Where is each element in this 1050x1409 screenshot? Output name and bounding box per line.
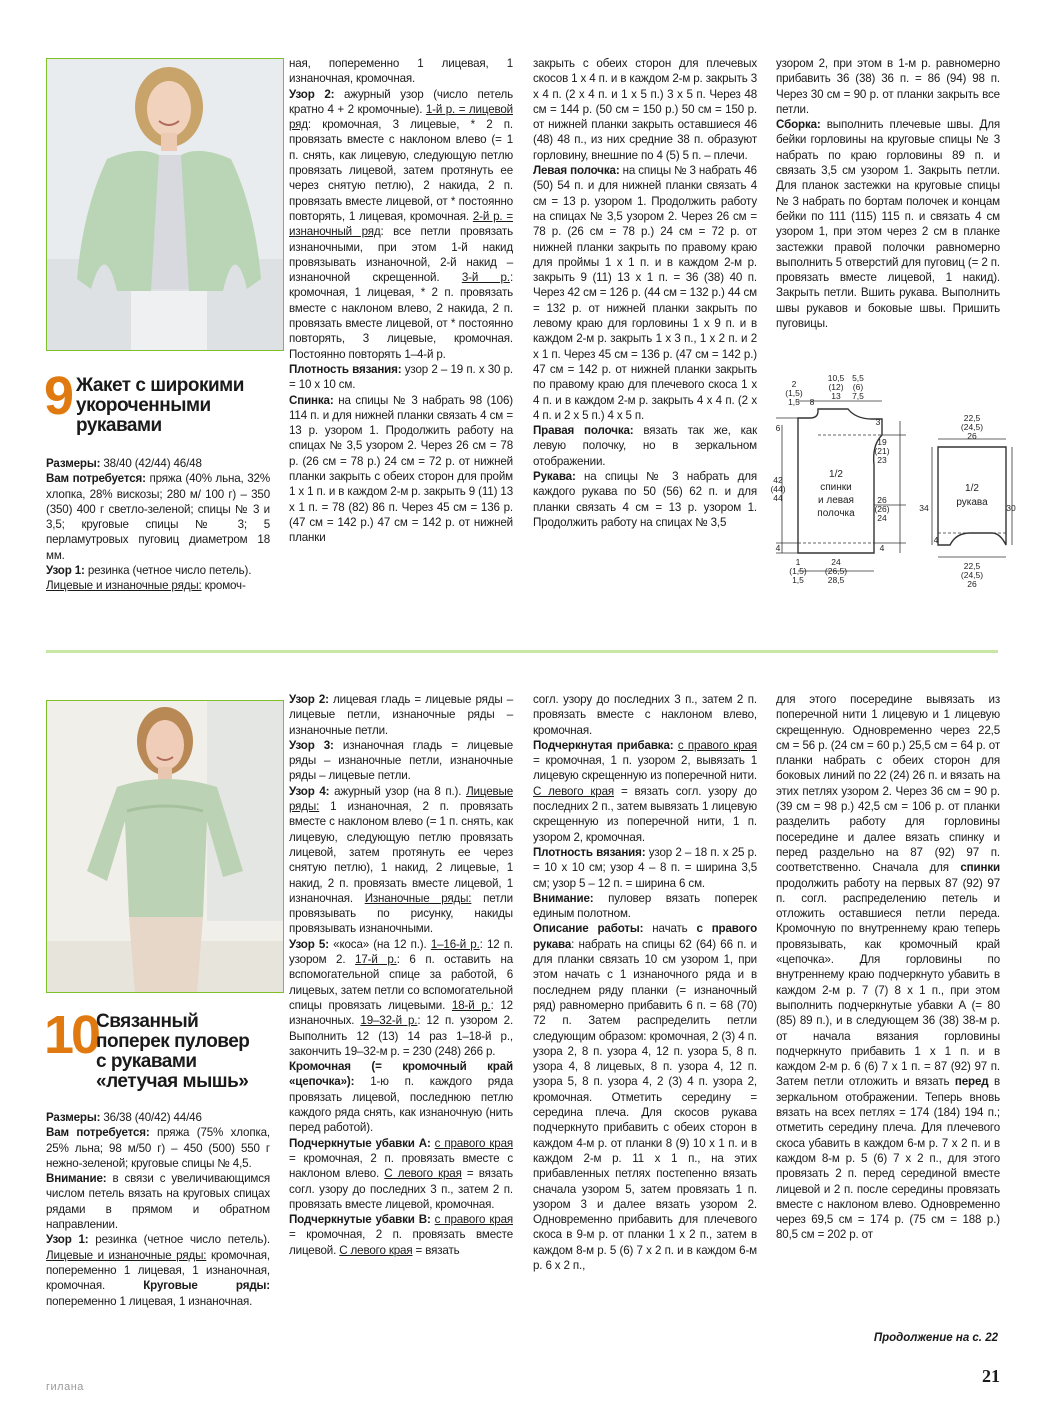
pattern10-col4: для этого посередине вывязать из поперечной нити 1 лицевую и 1 лицевую скрещенную. Одновременно через 22,5 см = 56 р. (24 см = 60 р.) 25,5 см = 64 р. от планки набрать с обеих сторон для боковых линий по 22 (24) 26 п. и вязать на этих петлях узором 2. Через 36 см = 90 р. (39 см = 98 р.) 42,5 см = 106 р. от планки разделить работу для горловины посередине и далее вязать спинку и перед раздельно на 87 (92) 97 п. соответственно. Сначала для спинки продолжить работу на первых 87 (92) 97 п. согл. распределению петель и отложить оставшиеся петли переда. Кромочную по внутреннему краю теперь провязывать, как кромочный край «цепочка». Для горловины по внутреннему краю подчеркнуто убавить в каждом 2-м р. 7 (7) 8 х 1 п., при этом выполнить подчеркнутые убавки А (= 80 (85) 89 п.), и в следующем 36 (38) 38-м р. от начала вязания горловины подчеркнуто прибавить 1 х 1 п. и в каждом 2-м р. 6 (6) 7 х 1 п. = 87 (92) 97 п. Затем петли отложить и вязать перед в зеркальном отображении. Теперь вновь вязать на всех петлях = 174 (184) 194 п.; отметить середину плеча. Для плечевого скоса убавить в каждом 6-м р. 7 х 2 п. и в каждом 8-м р. 5 (6) 7 х 2 п., для этого провязать 2 п. перед серединой вместе лицевой и 2 п. после середины провязать вместе с наклоном влево. Одновременно через 69,5 см = 174 р. (75 см = 188 р.) 80,5 см = 202 р. от — [776, 693, 1000, 1242]
svg-text:(12): (12) — [828, 382, 844, 392]
svg-text:22,5: 22,5 — [963, 413, 981, 423]
svg-text:(26,5): (26,5) — [824, 566, 848, 576]
svg-text:(1,5): (1,5) — [785, 388, 803, 398]
pattern10-number: 10 — [44, 1005, 99, 1065]
pattern10-col1: Размеры: 36/38 (40/42) 44/46 Вам потребуется: пряжа (75% хлопка, 25% льна; 98 м/50 г) – 450 (500) 550 г нежно-зеленой; круговые спицы № 4,5. Внимание: в связи с увеличивающимся числом петель вязать на круговых спицах рядами в прямом и обратном направлении. Узор 1: резинка (четное число петель). Лицевые и изнаночные ряды: кромочная, попеременно 1 лицевая, 1 изнаночная, кромочная. Круговые ряды: попеременно 1 лицевая, 1 изнаночная. — [46, 1111, 270, 1308]
svg-text:6: 6 — [775, 423, 781, 433]
svg-text:1: 1 — [795, 557, 801, 567]
svg-text:22,5: 22,5 — [963, 561, 981, 571]
svg-text:28,5: 28,5 — [827, 575, 845, 585]
pattern9-col2: ная, попеременно 1 лицевая, 1 изнаночная, кромочная. Узор 2: ажурный узор (число петель кратно 4 + 2 кромочные). 1-й р. = лицевой ряд: кромочная, 3 лицевые, * 2 п. провязать вместе с наклоном влево (= 1 п. снять, как лицевую, следующую петлю провязать лицевой, затем протянуть ее через снятую петлю), 2 накида, 2 п. провязать вместе лицевой, от * постоянно повторять, 1 лицевая, кромочная. 2-й р. = изнаночный ряд: все петли провязать изнаночными, при этом 1-й накид провязывать изнаночной, 2-й накид – изнаночной скрещенной. 3-й р.: кромочная, 1 лицевая, * 2 п. провязать вместе с наклоном влево, 2 накида, 2 п. провязать вместе лицевой, от * постоянно повторять, 3 лицевые, кромочная. Постоянно повторять 1–4-й р. Плотность вязания: узор 2 – 19 п. х 30 р. = 10 х 10 см. Спинка: на спицы № 3 набрать 98 (106) 114 п. и для нижней планки связать 4 см = 13 р. узором 1. Продолжить работу на спицах № 3,5 узором 2. Через 26 см = 78 р. (26 см = 78 р.) 24 см = 72 р. от нижней планки закрыть с обеих сторон для пройм 1 х 1 п. и в каждом 2-м р. закрыть 9 (11) 13 х 1 п. = 78 (82) 86 п. Через 45 см = 136 р. (47 см = 142 р.) 47 см = 142 р. от нижней планки — [289, 57, 514, 545]
svg-text:26: 26 — [877, 495, 887, 505]
svg-text:(1,5): (1,5) — [789, 566, 807, 576]
svg-text:1,5: 1,5 — [788, 397, 800, 407]
svg-text:(26): (26) — [874, 504, 890, 514]
svg-text:(24,5): (24,5) — [960, 422, 984, 432]
svg-text:2: 2 — [791, 379, 797, 389]
svg-text:24: 24 — [877, 513, 887, 523]
page-number: 21 — [982, 1366, 1000, 1386]
woman-in-pullover-image — [47, 701, 284, 993]
svg-text:4: 4 — [879, 543, 885, 553]
svg-text:44: 44 — [773, 493, 783, 503]
svg-text:1/2: 1/2 — [965, 483, 979, 494]
pattern9-col4: узором 2, при этом в 1-м р. равномерно прибавить 36 (38) 36 п. = 86 (94) 98 п. Через 30 см = 90 р. от планки закрыть все петли. Сборка: выполнить плечевые швы. Для бейки горловины на круговые спицы № 3 набрать по краю горловины 89 п. и связать 3,5 см узором 1. Закрыть петли. Для планок застежки на круговые спицы № 3 набрать по бортам полочек и концам бейки по 111 (115) 115 п. и связать 4 см узором 1, при этом через 2 см в планке застежки правой полочки равномерно выполнить 5 отверстий для пуговиц (= 2 п. провязать вместе лицевой, 1 накид). Закрыть петли. Вшить рукава. Выполнить швы рукавов и боковые швы. Пришить пуговицы. — [776, 57, 1000, 331]
svg-text:3: 3 — [875, 417, 881, 427]
svg-text:4: 4 — [933, 535, 939, 545]
svg-text:34: 34 — [919, 503, 929, 513]
svg-text:19: 19 — [877, 437, 887, 447]
brand-footer: гилана — [46, 1381, 84, 1393]
svg-text:спинки: спинки — [820, 482, 852, 493]
pattern1-rows: Лицевые и изнаночные ряды: кромоч- — [46, 579, 246, 593]
section-separator — [46, 650, 998, 653]
pattern9-title: Жакет с широкими укороченными рукавами — [76, 375, 244, 436]
svg-text:42: 42 — [773, 475, 783, 485]
woman-in-cardigan-image — [47, 59, 284, 351]
svg-text:(24,5): (24,5) — [960, 570, 984, 580]
svg-text:4: 4 — [775, 543, 781, 553]
svg-text:(44): (44) — [770, 484, 786, 494]
svg-text:(6): (6) — [852, 382, 864, 392]
svg-text:7,5: 7,5 — [852, 391, 864, 401]
pattern9-schematic — [760, 365, 1020, 605]
pattern10-title: Связанный поперек пуловер с рукавами «летучая мышь» — [96, 1011, 250, 1092]
svg-text:полочка: полочка — [817, 508, 855, 519]
continued-note: Продолжение на с. 22 — [873, 1332, 998, 1344]
svg-text:5,5: 5,5 — [852, 373, 864, 383]
svg-text:30: 30 — [1006, 503, 1016, 513]
svg-text:рукава: рукава — [956, 497, 988, 508]
svg-text:и левая: и левая — [818, 495, 854, 506]
pattern9-photo — [46, 58, 284, 351]
pattern10-col3: согл. узору до последних 3 п., затем 2 п. провязать вместе с наклоном влево, кромочная. Подчеркнутая прибавка: с правого края = кромочная, 1 п. узором 2, вывязать 1 лицевую скрещенную из поперечной нити. С левого края = вязать согл. узору до последних 2 п., затем вывязать 1 лицевую скрещенную из поперечной нити, 1 п. узором 2, кромочная. Плотность вязания: узор 2 – 18 п. х 25 р. = 10 х 10 см; узор 4 – 8 п. = ширина 3,5 см; узор 5 – 12 п. = ширина 6 см. Внимание: пуловер вязать поперек единым полотном. Описание работы: начать с правого рукава: набрать на спицы 62 (64) 66 п. и для планки связать 10 см узором 1, при этом начать с 1 изнаночного ряда и в последнем ряду планки (= изнаночный ряд) равномерно прибавить 6 п. = 68 (70) 72 п. Затем распределить петли следующим образом: кромочная, 2 (3) 4 п. узора 2, 8 п. узора 4, 12 п. узора 5, 8 п. узора 4, 8 лицевых, 8 п. узора 4, 12 п. узора 5, 8 п. узора 4, 2 (3) 4 п. узора 2, кромочная. Отметить середину = середина плеча. Для скосов рукава подчеркнуто прибавить с обеих сторон в каждом 4-м р. от планки 8 (9) 10 х 1 п. и в каждом 2-м р. 11 х 1 п., на этих прибавленных петлях постепенно вязать сначала узором 5, затем провязать 1 п. узором 3 и далее вязать узором 2. Одновременно прибавить для плечевого скоса в 9-м р. от планки 1 х 2 п., затем в каждом 8-м р. 5 (6) 7 х 2 п. и в каждом 6-м р. 6 х 2 п., — [533, 693, 757, 1272]
svg-text:26: 26 — [967, 579, 977, 589]
pattern10-col2: Узор 2: лицевая гладь = лицевые ряды – лицевые петли, изнаночные ряды – изнаночные петли. Узор 3: изнаночная гладь = лицевые ряды – изнаночные петли, изнаночные ряды – лицевые петли. Узор 4: ажурный узор (на 8 п.). Лицевые ряды: 1 изнаночная, 2 п. провязать вместе с наклоном влево (= 1 п. снять, как лицевую, следующую петлю провязать лицевой, затем протянуть ее через снятую петлю), 1 накид, 2 лицевые, 1 накид, 2 п. провязать вместе лицевой, 1 изнаночная. Изнаночные ряды: петли провязывать по рисунку, накиды провязывать изнаночными. Узор 5: «коса» (на 12 п.). 1–16-й р.: 12 п. узором 2. 17-й р.: 6 п. оставить на вспомогательной спице за работой, 6 лицевых, затем петли со вспомогательной спицы провязать лицевыми. 18-й р.: 12 изнаночных. 19–32-й р.: 12 п. узором 2. Выполнить 12 (13) 14 раз 1–18-й р., закончить 19–32-м р. = 230 (248) 266 р. Кромочная (= кромочный край «цепочка»): 1-ю п. каждого ряда провязать лицевой, последнюю петлю каждого ряда снять, как изнаночную (нить перед работой). Подчеркнутые убавки А: с правого края = кромочная, 2 п. провязать вместе с наклоном влево. С левого края = вязать согл. узору до последних 3 п., затем 2 п. провязать вместе лицевой, кромочная. Подчеркнутые убавки В: с правого края = кромочная, 2 п. провязать вместе лицевой. С левого края = вязать — [289, 693, 514, 1257]
pattern9-number: 9 — [44, 366, 72, 426]
svg-text:8: 8 — [809, 397, 815, 407]
svg-text:24: 24 — [831, 557, 841, 567]
sizes: Размеры: 38/40 (42/44) 46/48 — [46, 457, 202, 470]
pattern9-col1 — [46, 456, 270, 594]
svg-text:26: 26 — [967, 431, 977, 441]
svg-text:23: 23 — [877, 455, 887, 465]
svg-text:1,5: 1,5 — [792, 575, 804, 585]
svg-text:1/2: 1/2 — [829, 469, 843, 480]
pattern10-photo — [46, 700, 284, 993]
svg-text:13: 13 — [831, 391, 841, 401]
pattern1: Узор 1: резинка (четное число петель). — [46, 564, 252, 578]
pattern9-col3: закрыть с обеих сторон для плечевых скосов 1 х 4 п. и в каждом 2-м р. закрыть 3 х 4 п. (2 х 4 п. и 1 х 5 п.) 3 х 5 п. Через 48 см = 144 р. (50 см = 150 р.) 50 см = 150 р. от нижней планки закрыть оставшиеся 46 (48) 48 п., из них средние 38 п. образуют горловину, внешние по 4 (5) 5 п. – плечи. Левая полочка: на спицы № 3 набрать 46 (50) 54 п. и для нижней планки связать 4 см = 13 р. узором 1. Продолжить работу на спицах № 3,5 узором 2. Через 26 см = 78 р. (26 см = 78 р.) 24 см = 72 р. от нижней планки закрыть по правому краю для проймы 1 х 1 п. и в каждом 2-м р. закрыть 9 (11) 13 х 1 п. = 36 (38) 40 п. Через 42 см = 126 р. (44 см = 132 р.) 44 см = 132 р. от нижней планки закрыть по левому краю для горловины 1 х 9 п. и в каждом 2-м р. закрыть 1 х 3 п., 1 х 2 п. и 2 х 1 п. Через 45 см = 136 р. (47 см = 142 р.) 47 см = 142 р. от нижней планки закрыть по правому краю для плечевого скоса 1 х 4 п. и в каждом 2-м р. закрыть 4 х 4 п. (2 х 4 п. и 2 х 5 п.) 4 х 5 п. Правая полочка: вязать так же, как левую полочку, но в зеркальном отображении. Рукава: на спицы № 3 набрать для каждого рукава по 50 (56) 62 п. и для планки связать 4 см = 13 р. узором 1. Продолжить работу на спицах № 3,5 — [533, 57, 757, 529]
svg-text:(21): (21) — [874, 446, 890, 456]
materials: Вам потребуется: пряжа (40% льна, 32% хлопка, 28% вискозы; 280 м/ 100 г) – 350 (350) 400 г светло-зеленой; спицы № 3 и 3,5; круговые спицы № 3; 5 перламутровых пуговиц диаметром 18 мм. — [46, 472, 270, 562]
svg-text:10,5: 10,5 — [827, 373, 845, 383]
